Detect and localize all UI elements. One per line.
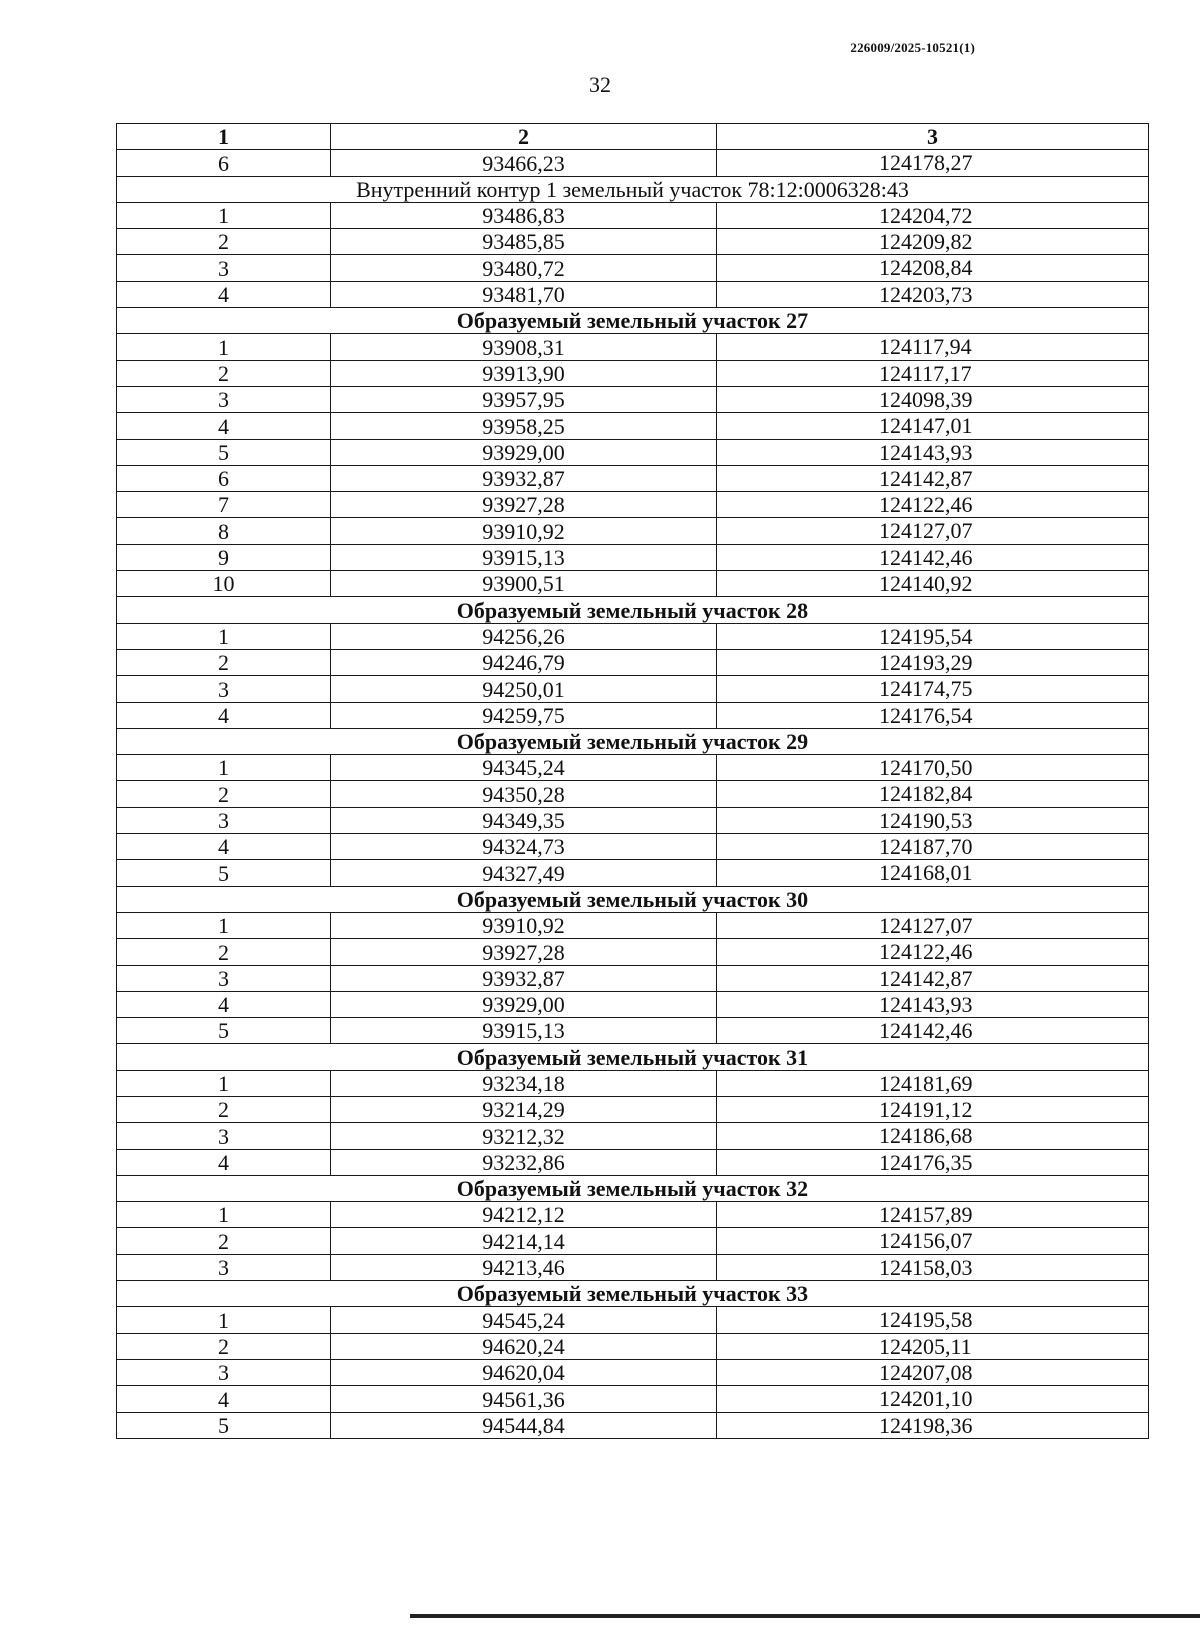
column-header-point-number: 1: [117, 124, 331, 150]
point-number-cell: 4: [117, 702, 331, 728]
point-number-cell: 5: [117, 1412, 331, 1438]
y-coordinate-cell: 124117,17: [717, 360, 1149, 386]
table-row: [117, 1307, 1149, 1333]
x-coordinate-cell: 93481,70: [331, 281, 717, 307]
y-coordinate-cell: 124187,70: [717, 834, 1149, 860]
table-row: [117, 1123, 1149, 1149]
y-coordinate-cell: 124147,01: [717, 413, 1149, 439]
point-number-cell: 8: [117, 518, 331, 544]
column-header-x: 2: [331, 124, 717, 150]
x-coordinate-cell: 93232,86: [331, 1149, 717, 1175]
section-row: [117, 597, 1149, 623]
table-row: [117, 991, 1149, 1017]
table-row: [117, 1254, 1149, 1280]
y-coordinate-cell: 124191,12: [717, 1096, 1149, 1122]
point-number-cell: 2: [117, 649, 331, 675]
bottom-scan-edge: [410, 1614, 1200, 1618]
x-coordinate-cell: 94349,35: [331, 807, 717, 833]
point-number-cell: 2: [117, 1096, 331, 1122]
table-row: [117, 965, 1149, 991]
x-coordinate-cell: 93480,72: [331, 255, 717, 281]
table-row: [117, 834, 1149, 860]
section-row: [117, 308, 1149, 334]
x-coordinate-cell: 94214,14: [331, 1228, 717, 1254]
section-row: [117, 886, 1149, 912]
point-number-cell: 4: [117, 1386, 331, 1412]
section-row: [117, 1281, 1149, 1307]
point-number-cell: 1: [117, 623, 331, 649]
section-row: [117, 1175, 1149, 1201]
y-coordinate-cell: 124201,10: [717, 1386, 1149, 1412]
point-number-cell: 3: [117, 965, 331, 991]
table-row: [117, 1202, 1149, 1228]
x-coordinate-cell: 93234,18: [331, 1070, 717, 1096]
x-coordinate-cell: 93900,51: [331, 571, 717, 597]
table-row: [117, 649, 1149, 675]
table-row: [117, 1386, 1149, 1412]
table-row: [117, 1412, 1149, 1438]
coordinates-table: [116, 123, 1149, 1439]
point-number-cell: 1: [117, 1307, 331, 1333]
x-coordinate-cell: 94545,24: [331, 1307, 717, 1333]
point-number-cell: 6: [117, 150, 331, 176]
section-title: Образуемый земельный участок 31: [117, 1044, 1149, 1070]
x-coordinate-cell: 94327,49: [331, 860, 717, 886]
x-coordinate-cell: 94250,01: [331, 676, 717, 702]
y-coordinate-cell: 124122,46: [717, 939, 1149, 965]
table-row: [117, 229, 1149, 255]
x-coordinate-cell: 94561,36: [331, 1386, 717, 1412]
x-coordinate-cell: 93910,92: [331, 518, 717, 544]
x-coordinate-cell: 94246,79: [331, 649, 717, 675]
table-row: [117, 544, 1149, 570]
y-coordinate-cell: 124190,53: [717, 807, 1149, 833]
x-coordinate-cell: 93927,28: [331, 939, 717, 965]
table-row: [117, 439, 1149, 465]
point-number-cell: 2: [117, 360, 331, 386]
point-number-cell: 3: [117, 1254, 331, 1280]
point-number-cell: 4: [117, 413, 331, 439]
section-title: Образуемый земельный участок 30: [117, 886, 1149, 912]
table-row: [117, 413, 1149, 439]
point-number-cell: 4: [117, 281, 331, 307]
table-row: [117, 807, 1149, 833]
y-coordinate-cell: 124195,54: [717, 623, 1149, 649]
table-row: [117, 281, 1149, 307]
point-number-cell: 3: [117, 1123, 331, 1149]
table-row: [117, 465, 1149, 491]
table-row: [117, 781, 1149, 807]
section-title: Образуемый земельный участок 32: [117, 1175, 1149, 1201]
x-coordinate-cell: 93466,23: [331, 150, 717, 176]
y-coordinate-cell: 124174,75: [717, 676, 1149, 702]
table-row: [117, 1359, 1149, 1385]
y-coordinate-cell: 124142,46: [717, 1018, 1149, 1044]
y-coordinate-cell: 124158,03: [717, 1254, 1149, 1280]
x-coordinate-cell: 94259,75: [331, 702, 717, 728]
y-coordinate-cell: 124143,93: [717, 439, 1149, 465]
point-number-cell: 1: [117, 1202, 331, 1228]
y-coordinate-cell: 124117,94: [717, 334, 1149, 360]
y-coordinate-cell: 124157,89: [717, 1202, 1149, 1228]
table-row: [117, 623, 1149, 649]
x-coordinate-cell: 93910,92: [331, 912, 717, 938]
table-row: [117, 255, 1149, 281]
y-coordinate-cell: 124168,01: [717, 860, 1149, 886]
point-number-cell: 2: [117, 229, 331, 255]
y-coordinate-cell: 124127,07: [717, 518, 1149, 544]
table-row: [117, 1070, 1149, 1096]
table-header-row: [117, 124, 1149, 150]
section-title: Образуемый земельный участок 27: [117, 308, 1149, 334]
table-row: [117, 1333, 1149, 1359]
point-number-cell: 3: [117, 807, 331, 833]
table-row: [117, 334, 1149, 360]
y-coordinate-cell: 124178,27: [717, 150, 1149, 176]
x-coordinate-cell: 94324,73: [331, 834, 717, 860]
y-coordinate-cell: 124181,69: [717, 1070, 1149, 1096]
table-row: [117, 360, 1149, 386]
table-row: [117, 702, 1149, 728]
x-coordinate-cell: 93913,90: [331, 360, 717, 386]
x-coordinate-cell: 93908,31: [331, 334, 717, 360]
x-coordinate-cell: 93929,00: [331, 439, 717, 465]
table-body: [117, 150, 1149, 1439]
point-number-cell: 1: [117, 755, 331, 781]
point-number-cell: 7: [117, 492, 331, 518]
point-number-cell: 9: [117, 544, 331, 570]
x-coordinate-cell: 94213,46: [331, 1254, 717, 1280]
point-number-cell: 2: [117, 939, 331, 965]
point-number-cell: 2: [117, 781, 331, 807]
section-row: [117, 176, 1149, 202]
y-coordinate-cell: 124176,54: [717, 702, 1149, 728]
x-coordinate-cell: 94256,26: [331, 623, 717, 649]
table-row: [117, 150, 1149, 176]
point-number-cell: 3: [117, 255, 331, 281]
y-coordinate-cell: 124204,72: [717, 202, 1149, 228]
y-coordinate-cell: 124207,08: [717, 1359, 1149, 1385]
section-row: [117, 1044, 1149, 1070]
table-row: [117, 860, 1149, 886]
x-coordinate-cell: 93932,87: [331, 465, 717, 491]
y-coordinate-cell: 124195,58: [717, 1307, 1149, 1333]
y-coordinate-cell: 124182,84: [717, 781, 1149, 807]
x-coordinate-cell: 93485,85: [331, 229, 717, 255]
y-coordinate-cell: 124198,36: [717, 1412, 1149, 1438]
y-coordinate-cell: 124209,82: [717, 229, 1149, 255]
point-number-cell: 1: [117, 912, 331, 938]
point-number-cell: 3: [117, 1359, 331, 1385]
y-coordinate-cell: 124098,39: [717, 386, 1149, 412]
document-id: 226009/2025-10521(1): [850, 40, 975, 55]
x-coordinate-cell: 94620,04: [331, 1359, 717, 1385]
y-coordinate-cell: 124203,73: [717, 281, 1149, 307]
point-number-cell: 2: [117, 1228, 331, 1254]
table-row: [117, 202, 1149, 228]
section-title: Внутренний контур 1 земельный участок 78:12:0006328:43: [117, 176, 1149, 202]
point-number-cell: 1: [117, 202, 331, 228]
y-coordinate-cell: 124208,84: [717, 255, 1149, 281]
x-coordinate-cell: 93915,13: [331, 1018, 717, 1044]
section-title: Образуемый земельный участок 33: [117, 1281, 1149, 1307]
table-row: [117, 518, 1149, 544]
x-coordinate-cell: 93214,29: [331, 1096, 717, 1122]
y-coordinate-cell: 124122,46: [717, 492, 1149, 518]
table-row: [117, 1149, 1149, 1175]
section-title: Образуемый земельный участок 28: [117, 597, 1149, 623]
x-coordinate-cell: 94212,12: [331, 1202, 717, 1228]
y-coordinate-cell: 124156,07: [717, 1228, 1149, 1254]
y-coordinate-cell: 124170,50: [717, 755, 1149, 781]
table-row: [117, 386, 1149, 412]
y-coordinate-cell: 124186,68: [717, 1123, 1149, 1149]
table-row: [117, 755, 1149, 781]
point-number-cell: 3: [117, 386, 331, 412]
point-number-cell: 5: [117, 439, 331, 465]
table-row: [117, 1096, 1149, 1122]
table-row: [117, 676, 1149, 702]
table-row: [117, 912, 1149, 938]
point-number-cell: 5: [117, 860, 331, 886]
point-number-cell: 1: [117, 334, 331, 360]
table-row: [117, 492, 1149, 518]
x-coordinate-cell: 93932,87: [331, 965, 717, 991]
point-number-cell: 4: [117, 834, 331, 860]
point-number-cell: 5: [117, 1018, 331, 1044]
table-row: [117, 571, 1149, 597]
y-coordinate-cell: 124142,46: [717, 544, 1149, 570]
x-coordinate-cell: 93915,13: [331, 544, 717, 570]
x-coordinate-cell: 94345,24: [331, 755, 717, 781]
x-coordinate-cell: 94350,28: [331, 781, 717, 807]
x-coordinate-cell: 93957,95: [331, 386, 717, 412]
y-coordinate-cell: 124176,35: [717, 1149, 1149, 1175]
point-number-cell: 6: [117, 465, 331, 491]
x-coordinate-cell: 93929,00: [331, 991, 717, 1017]
point-number-cell: 10: [117, 571, 331, 597]
section-row: [117, 728, 1149, 754]
point-number-cell: 1: [117, 1070, 331, 1096]
x-coordinate-cell: 94620,24: [331, 1333, 717, 1359]
y-coordinate-cell: 124142,87: [717, 965, 1149, 991]
y-coordinate-cell: 124205,11: [717, 1333, 1149, 1359]
point-number-cell: 2: [117, 1333, 331, 1359]
table-row: [117, 939, 1149, 965]
x-coordinate-cell: 93927,28: [331, 492, 717, 518]
table-row: [117, 1018, 1149, 1044]
y-coordinate-cell: 124143,93: [717, 991, 1149, 1017]
x-coordinate-cell: 94544,84: [331, 1412, 717, 1438]
section-title: Образуемый земельный участок 29: [117, 728, 1149, 754]
y-coordinate-cell: 124127,07: [717, 912, 1149, 938]
x-coordinate-cell: 93958,25: [331, 413, 717, 439]
point-number-cell: 4: [117, 991, 331, 1017]
y-coordinate-cell: 124140,92: [717, 571, 1149, 597]
y-coordinate-cell: 124193,29: [717, 649, 1149, 675]
point-number-cell: 3: [117, 676, 331, 702]
column-header-y: 3: [717, 124, 1149, 150]
x-coordinate-cell: 93212,32: [331, 1123, 717, 1149]
table-row: [117, 1228, 1149, 1254]
x-coordinate-cell: 93486,83: [331, 202, 717, 228]
point-number-cell: 4: [117, 1149, 331, 1175]
y-coordinate-cell: 124142,87: [717, 465, 1149, 491]
page-number: 32: [589, 72, 611, 97]
